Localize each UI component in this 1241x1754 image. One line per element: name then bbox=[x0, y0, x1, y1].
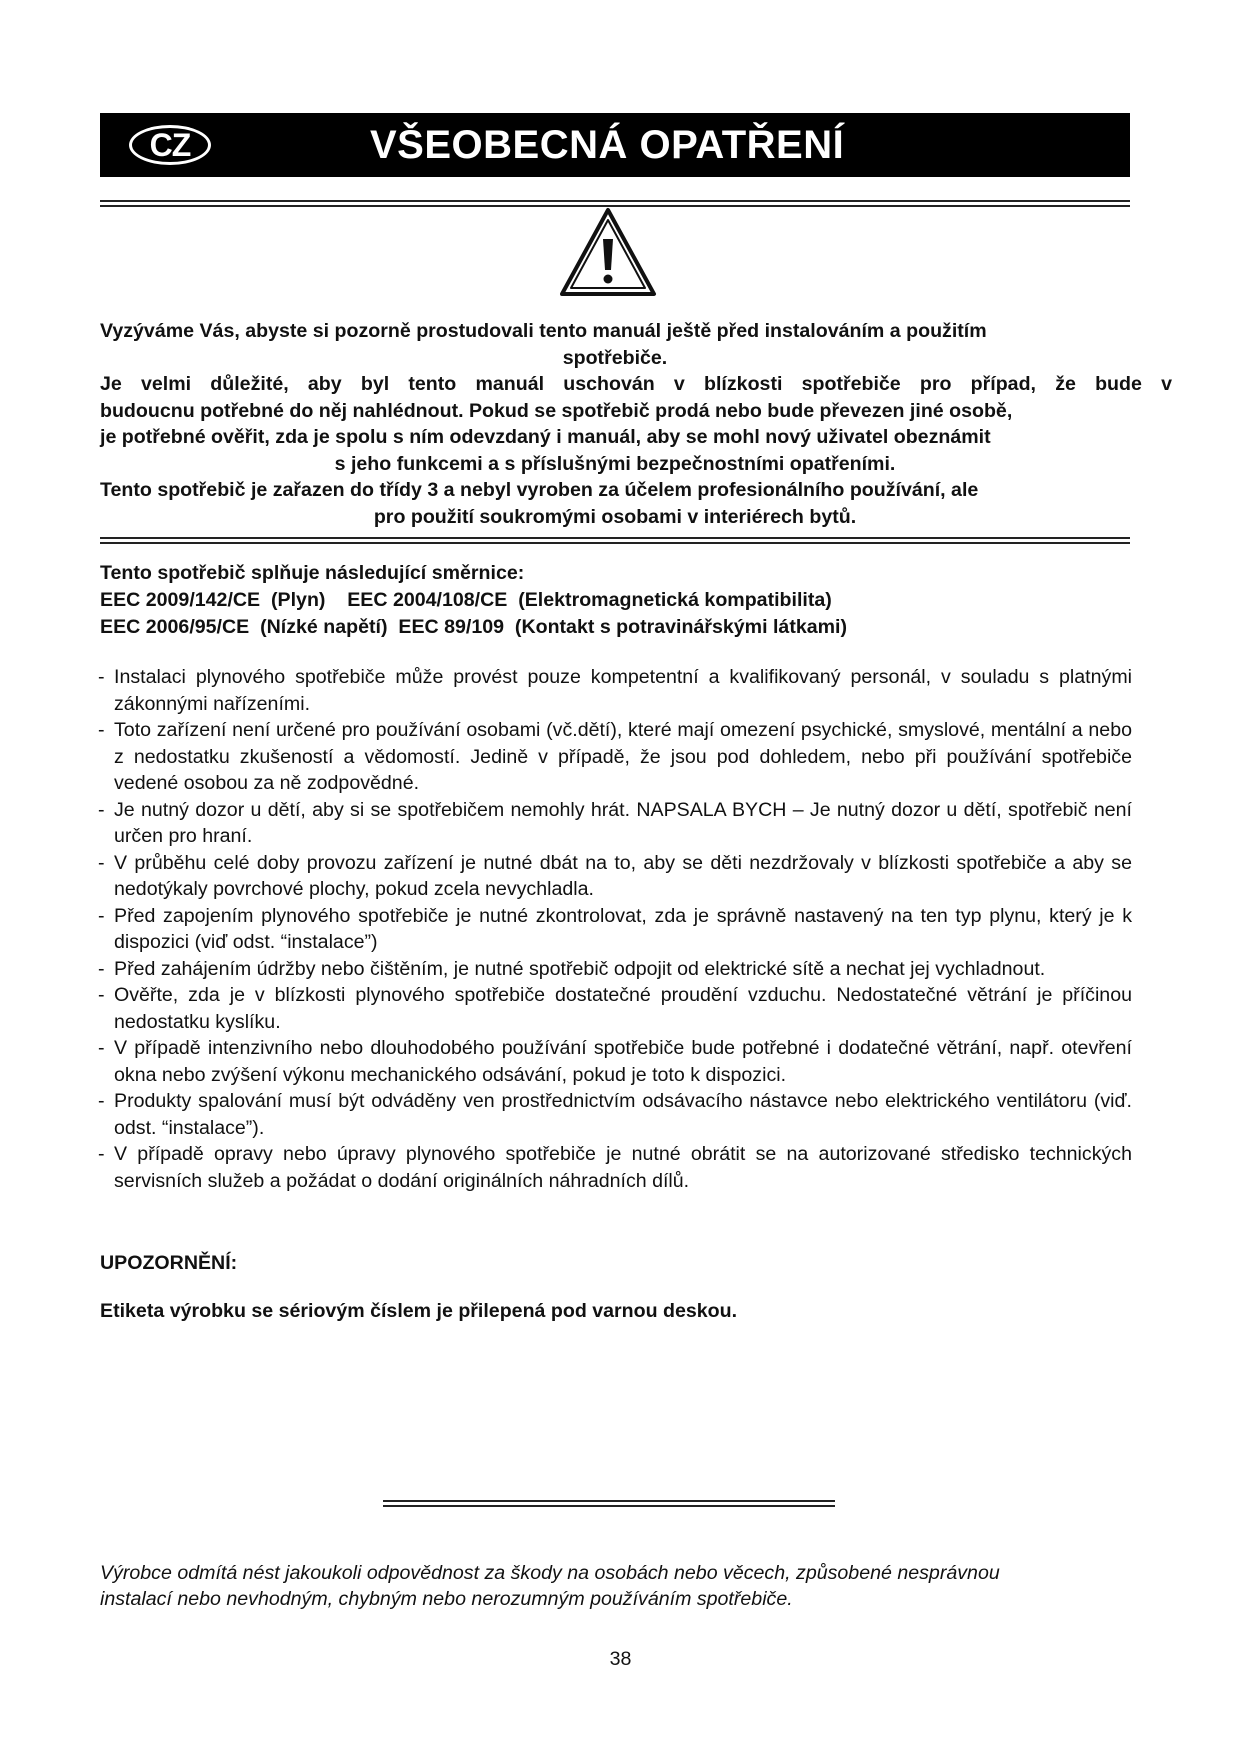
intro-line: pro použití soukromými osobami v interiérech bytů. bbox=[373, 505, 857, 528]
list-item: - V průběhu celé doby provozu zařízení je nutné dbát na to, aby se děti nezdržovaly v blízkosti spotřebiče a aby se nedotýkaly povrchové plochy, pokud zcela nevychladla. bbox=[98, 851, 1132, 900]
intro-line: Tento spotřebič je zařazen do třídy 3 a nebyl vyroben za účelem profesionálního používání, ale bbox=[100, 479, 979, 501]
list-item: - Toto zařízení není určené pro používání osobami (vč.dětí), které mají omezení psychické, smyslové, mentální a nebo z nedostatku zkušeností a vědomostí. Jedině v případě, že jsou pod dohledem, nebo při používání spotřebiče vedené osobou za ně zodpovědné. bbox=[98, 719, 1132, 794]
list-item: - Ověřte, zda je v blízkosti plynového spotřebiče dostatečné proudění vzduchu. Nedostatečné větrání je příčinou nedostatku kyslíku. bbox=[98, 984, 1132, 1033]
safety-list bbox=[98, 664, 1132, 1194]
intro-text bbox=[100, 318, 1172, 530]
divider-bottom bbox=[383, 1500, 835, 1507]
directives-block bbox=[100, 560, 1130, 641]
intro-line: s jeho funkcemi a s příslušnými bezpečnostními opatřeními. bbox=[334, 452, 896, 475]
notice-text: Etiketa výrobku se sériovým číslem je přilepená pod varnou deskou. bbox=[100, 1300, 738, 1322]
list-item: - Před zapojením plynového spotřebiče je nutné zkontrolovat, zda je správně nastavený na ten typ plynu, který je k dispozici (viď odst. “instalace”) bbox=[98, 904, 1132, 953]
list-item: - Instalaci plynového spotřebiče může provést pouze kompetentní a kvalifikovaný personál, v souladu s platnými zákonnými nařízeními. bbox=[98, 666, 1132, 715]
language-badge: CZ bbox=[129, 125, 211, 165]
intro-line: Vyzýváme Vás, abyste si pozorně prostudovali tento manuál ještě před instalováním a použitím bbox=[100, 320, 987, 342]
page-title: VŠEOBECNÁ OPATŘENÍ bbox=[370, 123, 845, 167]
intro-line: je potřebné ověřit, zda je spolu s ním odevzdaný i manuál, aby se mohl nový uživatel obeznámit bbox=[100, 426, 991, 448]
list-item: - Je nutný dozor u dětí, aby si se spotřebičem nemohly hrát. NAPSALA BYCH – Je nutný dozor u dětí, spotřebič není určen pro hraní. bbox=[98, 798, 1132, 847]
notice-heading: UPOZORNĚNÍ: bbox=[100, 1252, 238, 1274]
directive-line: EEC 2006/95/CE (Nízké napětí) EEC 89/109 (Kontakt s potravinářskými látkami) bbox=[100, 616, 848, 638]
disclaimer bbox=[100, 1561, 1130, 1612]
intro-line: budoucnu potřebné do něj nahlédnout. Pokud se spotřebič prodá nebo bude převezen jiné osobě, bbox=[100, 399, 1013, 422]
directive-line: EEC 2009/142/CE (Plyn) EEC 2004/108/CE (Elektromagnetická kompatibilita) bbox=[100, 589, 832, 611]
directives-heading: Tento spotřebič splňuje následující směrnice: bbox=[100, 562, 525, 584]
intro-line: Je velmi důležité, aby byl tento manuál uschován v blízkosti spotřebiče pro případ, že bude v bbox=[100, 373, 1172, 395]
disclaimer-line: instalací nebo nevhodným, chybným nebo nerozumným používáním spotřebiče. bbox=[100, 1587, 793, 1610]
list-item: - Produkty spalování musí být odváděny ven prostřednictvím odsávacího nástavce nebo elektrického ventilátoru (viď. odst. “instalace”). bbox=[98, 1090, 1132, 1139]
intro-line: spotřebiče. bbox=[562, 346, 668, 369]
list-item: - V případě intenzivního nebo dlouhodobého používání spotřebiče bude potřebné i dodatečné větrání, např. otevření okna nebo zvýšení výkonu mechanického odsávání, pokud je toto k dispozici. bbox=[98, 1037, 1132, 1086]
list-item: - V případě opravy nebo úpravy plynového spotřebiče je nutné obrátit se na autorizované středisko technických servisních služeb a požádat o dodání originálních náhradních dílů. bbox=[98, 1143, 1132, 1192]
page-number: 38 bbox=[609, 1648, 632, 1670]
section-header bbox=[100, 113, 1130, 177]
divider-middle bbox=[100, 537, 1130, 544]
disclaimer-line: Výrobce odmítá nést jakoukoli odpovědnost za škody na osobách nebo věcech, způsobené nesprávnou bbox=[100, 1562, 1000, 1584]
warning-triangle-icon bbox=[559, 206, 657, 298]
list-item: - Před zahájením údržby nebo čištěním, je nutné spotřebič odpojit od elektrické sítě a nechat jej vychladnout. bbox=[98, 957, 1046, 980]
